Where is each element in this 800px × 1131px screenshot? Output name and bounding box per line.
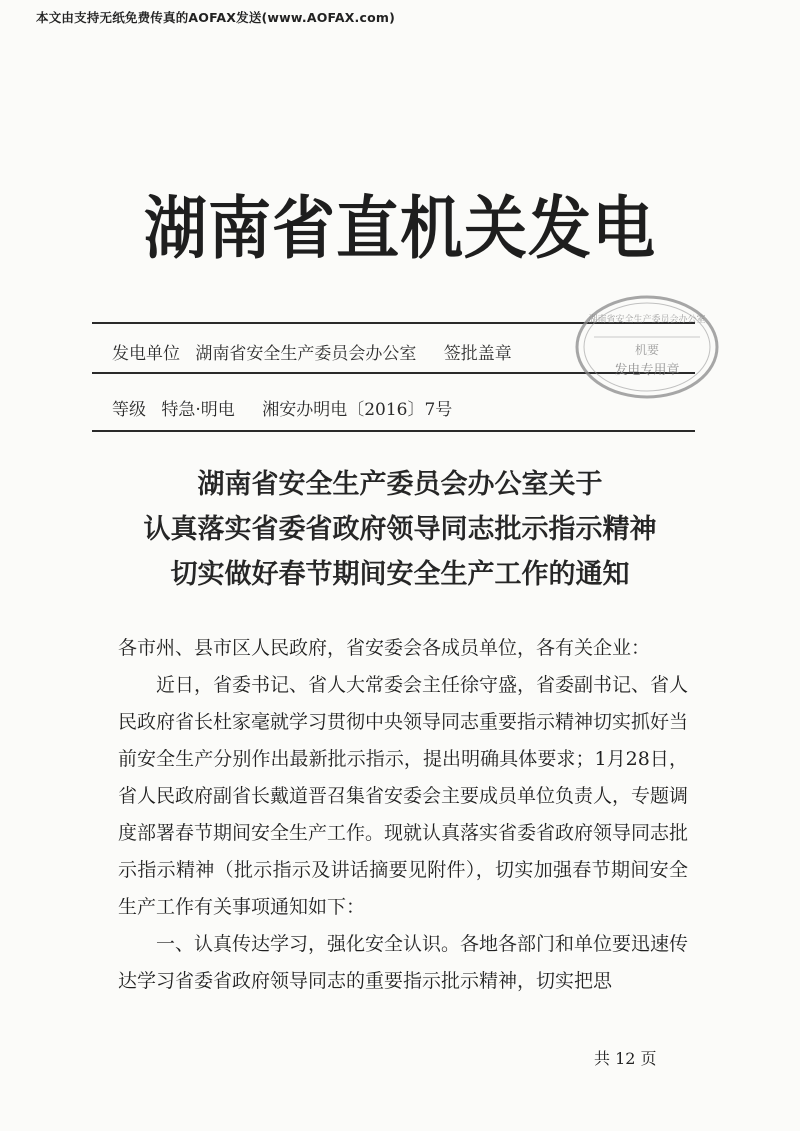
level-value: 特急·明电 bbox=[161, 400, 235, 420]
meta-rule-bottom bbox=[92, 430, 695, 432]
masthead-title: 湖南省直机关发电 bbox=[144, 189, 656, 269]
document-title bbox=[0, 462, 800, 597]
body-paragraph-1: 近日，省委书记、省人大常委会主任徐守盛，省委副书记、省人民政府省长杜家毫就学习贯彻中央领导同志重要指示精神切实抓好当前安全生产分别作出最新批示指示，提出明确具体要求；1月28日，省人民政府副省长戴道晋召集省安委会主要成员单位负责人，专题调度部署春节期间安全生产工作。现就认真落实省委省政府领导同志批示指示精神（批示指示及讲话摘要见附件），切实加强春节期间安全生产工作有关事项通知如下： bbox=[118, 674, 689, 918]
document-title-line-1: 湖南省安全生产委员会办公室关于 bbox=[197, 469, 603, 500]
sign-seal-label: 签批盖章 bbox=[443, 344, 512, 364]
svg-text:湖南省安全生产委员会办公室: 湖南省安全生产委员会办公室 bbox=[588, 315, 706, 325]
document-title-line-3: 切实做好春节期间安全生产工作的通知 bbox=[170, 559, 630, 590]
fax-header-text: 本文由支持无纸免费传真的AOFAX发送(www.AOFAX.com) bbox=[36, 10, 396, 25]
page-count: 共 12 页 bbox=[594, 1049, 657, 1068]
level-label: 等级 bbox=[112, 400, 146, 420]
level-row bbox=[112, 395, 452, 420]
sender-unit: 湖南省安全生产委员会办公室 bbox=[195, 344, 417, 364]
svg-text:机要: 机要 bbox=[634, 343, 660, 357]
body-paragraph-2: 一、认真传达学习，强化安全认识。各地各部门和单位要迅速传达学习省委省政府领导同志的重要指示批示精神，切实把思 bbox=[118, 933, 689, 992]
document-title-line-2: 认真落实省委省政府领导同志批示指示精神 bbox=[143, 514, 657, 545]
fax-timestamp bbox=[605, 2, 755, 16]
official-seal-stamp bbox=[572, 292, 722, 402]
document-body bbox=[118, 630, 688, 1000]
svg-text:发电专用章: 发电专用章 bbox=[614, 363, 680, 378]
salutation: 各市州、县市区人民政府，省安委会各成员单位，各有关企业： bbox=[118, 637, 651, 659]
fax-transmission-info bbox=[355, 2, 525, 16]
document-number: 湘安办明电〔2016〕7号 bbox=[262, 400, 453, 420]
sender-label: 发电单位 bbox=[112, 344, 180, 364]
sender-row bbox=[112, 339, 512, 364]
